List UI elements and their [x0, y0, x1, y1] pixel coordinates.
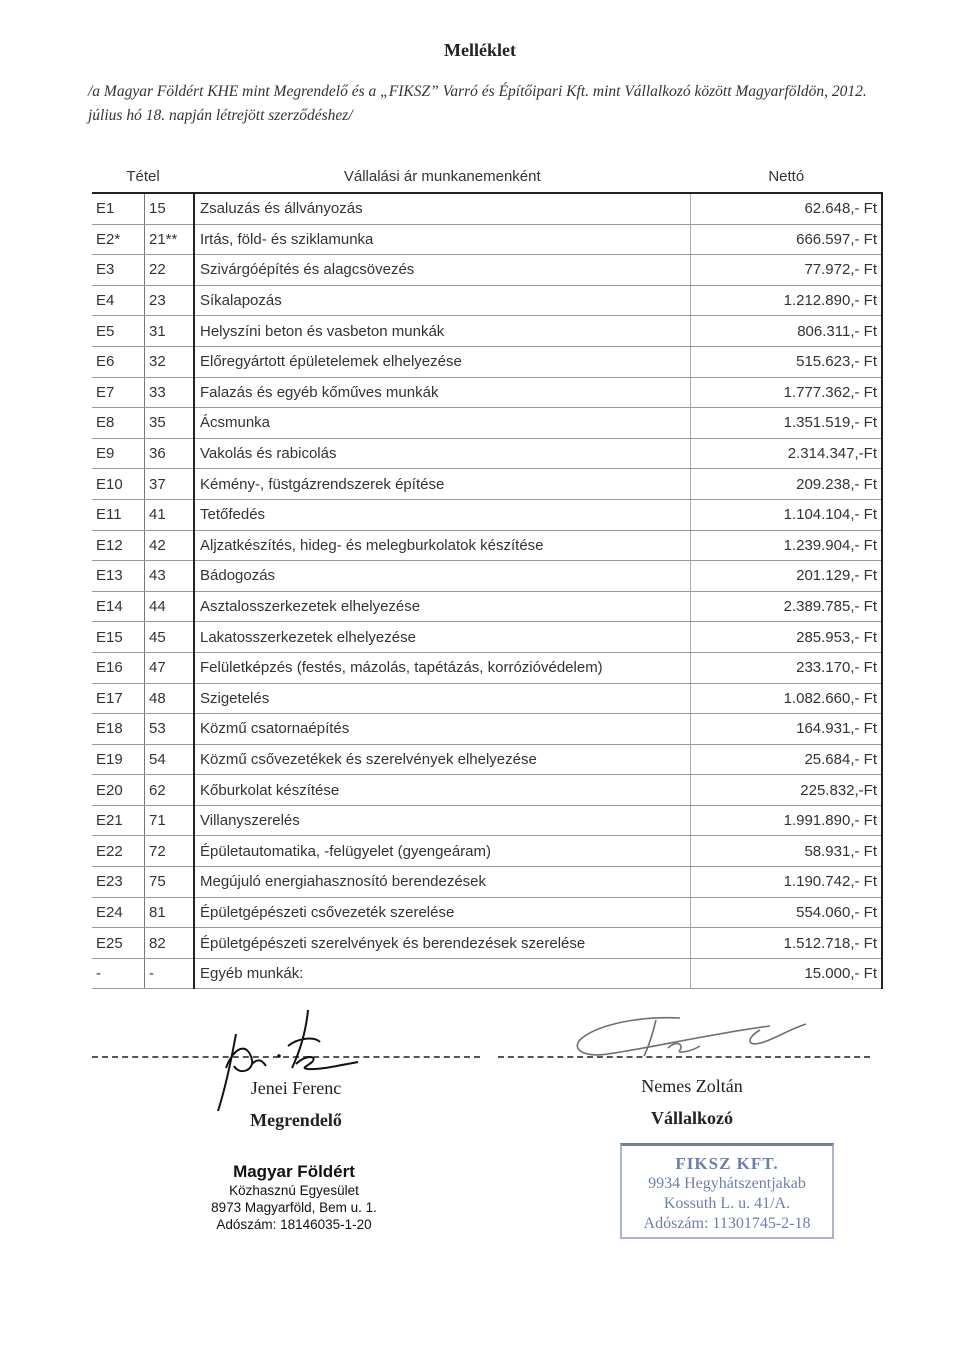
row-amount: 209.238,- Ft: [691, 469, 883, 500]
row-amount: 1.239.904,- Ft: [691, 530, 883, 561]
row-amount: 164.931,- Ft: [691, 714, 883, 745]
row-number: 35: [145, 408, 195, 439]
row-amount: 1.082.660,- Ft: [691, 683, 883, 714]
row-code: E20: [92, 775, 145, 806]
row-number: -: [145, 958, 195, 989]
table-header-row: [92, 160, 882, 193]
table-row: [92, 499, 882, 530]
table-row: [92, 346, 882, 377]
row-code: E24: [92, 897, 145, 928]
row-code: E10: [92, 469, 145, 500]
row-description: Tetőfedés: [194, 499, 691, 530]
row-number: 23: [145, 285, 195, 316]
row-amount: 515.623,- Ft: [691, 346, 883, 377]
row-description: Kémény-, füstgázrendszerek építése: [194, 469, 691, 500]
row-amount: 1.991.890,- Ft: [691, 805, 883, 836]
row-amount: 62.648,- Ft: [691, 193, 883, 224]
row-code: E2*: [92, 224, 145, 255]
signer-right-name: Nemes Zoltán: [641, 1076, 743, 1096]
row-number: 21**: [145, 224, 195, 255]
signature-right-image: [560, 1004, 820, 1074]
row-description: Előregyártott épületelemek elhelyezése: [194, 346, 691, 377]
row-amount: 77.972,- Ft: [691, 255, 883, 286]
table-row: [92, 469, 882, 500]
row-description: Villanyszerelés: [194, 805, 691, 836]
header-netto: Nettó: [691, 160, 883, 193]
stamp-left-org: Magyar Földért: [233, 1162, 355, 1181]
table-body: [92, 193, 882, 989]
document-subtitle: /a Magyar Földért KHE mint Megrendelő és a „FIKSZ” Varró és Építőipari Kft. mint Vállalkozó között Magyarföldön, 2012. július hó 18. napján létrejött szerződéshez/: [88, 83, 867, 124]
table-row: [92, 805, 882, 836]
table-row: [92, 224, 882, 255]
row-description: Szigetelés: [194, 683, 691, 714]
table-row: [92, 836, 882, 867]
stamp-left-line1: Közhasznú Egyesület: [229, 1183, 359, 1198]
stamp-left-line3: Adószám: 18146035-1-20: [216, 1217, 372, 1232]
table-row: [92, 561, 882, 592]
row-amount: 1.351.519,- Ft: [691, 408, 883, 439]
row-description: Közmű csővezetékek és szerelvények elhelyezése: [194, 744, 691, 775]
stamp-megrendelo: [188, 1162, 400, 1233]
table-row: [92, 683, 882, 714]
row-description: Zsaluzás és állványozás: [194, 193, 691, 224]
row-number: 36: [145, 438, 195, 469]
row-code: E19: [92, 744, 145, 775]
row-amount: 1.190.742,- Ft: [691, 867, 883, 898]
row-code: E1: [92, 193, 145, 224]
row-amount: 1.212.890,- Ft: [691, 285, 883, 316]
row-number: 22: [145, 255, 195, 286]
row-number: 48: [145, 683, 195, 714]
row-code: E25: [92, 928, 145, 959]
row-description: Felületképzés (festés, mázolás, tapétázás, korrózióvédelem): [194, 652, 691, 683]
row-number: 53: [145, 714, 195, 745]
row-description: Helyszíni beton és vasbeton munkák: [194, 316, 691, 347]
row-description: Asztalosszerkezetek elhelyezése: [194, 591, 691, 622]
row-amount: 1.512.718,- Ft: [691, 928, 883, 959]
row-code: E18: [92, 714, 145, 745]
table-row: [92, 867, 882, 898]
header-tetel: Tétel: [92, 160, 194, 193]
row-code: E3: [92, 255, 145, 286]
stamp-right-line1: 9934 Hegyhátszentjakab: [648, 1175, 806, 1192]
table-row: [92, 193, 882, 224]
row-number: 72: [145, 836, 195, 867]
row-number: 15: [145, 193, 195, 224]
signer-left-role: Megrendelő: [250, 1110, 342, 1130]
row-code: E6: [92, 346, 145, 377]
row-description: Egyéb munkák:: [194, 958, 691, 989]
table-row: [92, 928, 882, 959]
table-row: [92, 958, 882, 989]
row-code: E23: [92, 867, 145, 898]
row-amount: 25.684,- Ft: [691, 744, 883, 775]
row-description: Épületautomatika, -felügyelet (gyengeáram): [194, 836, 691, 867]
row-amount: 1.777.362,- Ft: [691, 377, 883, 408]
row-description: Aljzatkészítés, hideg- és melegburkolatok készítése: [194, 530, 691, 561]
row-description: Kőburkolat készítése: [194, 775, 691, 806]
row-amount: 666.597,- Ft: [691, 224, 883, 255]
table-row: [92, 438, 882, 469]
header-description: Vállalási ár munkanemenként: [194, 160, 691, 193]
row-description: Szivárgóépítés és alagcsövezés: [194, 255, 691, 286]
table-row: [92, 714, 882, 745]
row-code: E15: [92, 622, 145, 653]
row-description: Megújuló energiahasznosító berendezések: [194, 867, 691, 898]
row-number: 47: [145, 652, 195, 683]
row-number: 71: [145, 805, 195, 836]
row-amount: 225.832,-Ft: [691, 775, 883, 806]
document-title: Melléklet: [444, 40, 516, 60]
row-code: E12: [92, 530, 145, 561]
row-description: Falazás és egyéb kőműves munkák: [194, 377, 691, 408]
row-code: E14: [92, 591, 145, 622]
row-description: Közmű csatornaépítés: [194, 714, 691, 745]
row-code: E22: [92, 836, 145, 867]
table-row: [92, 530, 882, 561]
row-code: E21: [92, 805, 145, 836]
row-number: 54: [145, 744, 195, 775]
row-code: E7: [92, 377, 145, 408]
row-description: Irtás, föld- és sziklamunka: [194, 224, 691, 255]
row-amount: 285.953,- Ft: [691, 622, 883, 653]
row-number: 32: [145, 346, 195, 377]
row-code: E4: [92, 285, 145, 316]
stamp-left-line2: 8973 Magyarföld, Bem u. 1.: [211, 1200, 377, 1215]
row-amount: 58.931,- Ft: [691, 836, 883, 867]
row-description: Lakatosszerkezetek elhelyezése: [194, 622, 691, 653]
table-row: [92, 377, 882, 408]
row-code: E13: [92, 561, 145, 592]
row-number: 62: [145, 775, 195, 806]
table-row: [92, 622, 882, 653]
table-row: [92, 316, 882, 347]
stamp-vallalkozo: [620, 1143, 834, 1239]
row-number: 33: [145, 377, 195, 408]
row-code: E11: [92, 499, 145, 530]
table-row: [92, 652, 882, 683]
row-number: 41: [145, 499, 195, 530]
row-amount: 233.170,- Ft: [691, 652, 883, 683]
row-number: 45: [145, 622, 195, 653]
row-description: Ácsmunka: [194, 408, 691, 439]
row-amount: 2.314.347,-Ft: [691, 438, 883, 469]
table-row: [92, 408, 882, 439]
stamp-right-line3: Adószám: 11301745-2-18: [643, 1215, 811, 1232]
table-row: [92, 255, 882, 286]
signer-left-name: Jenei Ferenc: [250, 1078, 342, 1098]
signer-right-role: Vállalkozó: [650, 1108, 733, 1128]
row-description: Bádogozás: [194, 561, 691, 592]
row-description: Vakolás és rabicolás: [194, 438, 691, 469]
table-row: [92, 775, 882, 806]
row-number: 75: [145, 867, 195, 898]
signature-left-image: [196, 1006, 366, 1116]
row-amount: 1.104.104,- Ft: [691, 499, 883, 530]
row-number: 44: [145, 591, 195, 622]
row-description: Épületgépészeti szerelvények és berendezések szerelése: [194, 928, 691, 959]
row-amount: 15.000,- Ft: [691, 958, 883, 989]
row-description: Síkalapozás: [194, 285, 691, 316]
row-number: 82: [145, 928, 195, 959]
row-amount: 554.060,- Ft: [691, 897, 883, 928]
row-amount: 201.129,- Ft: [691, 561, 883, 592]
price-table: [92, 160, 883, 989]
row-amount: 2.389.785,- Ft: [691, 591, 883, 622]
table-row: [92, 591, 882, 622]
row-description: Épületgépészeti csővezeték szerelése: [194, 897, 691, 928]
row-number: 31: [145, 316, 195, 347]
row-code: E16: [92, 652, 145, 683]
table-row: [92, 744, 882, 775]
table-row: [92, 285, 882, 316]
stamp-right-org: FIKSZ KFT.: [675, 1154, 779, 1173]
row-code: E8: [92, 408, 145, 439]
row-amount: 806.311,- Ft: [691, 316, 883, 347]
stamp-right-line2: Kossuth L. u. 41/A.: [663, 1195, 791, 1212]
row-code: E17: [92, 683, 145, 714]
row-code: -: [92, 958, 145, 989]
row-code: E9: [92, 438, 145, 469]
row-number: 81: [145, 897, 195, 928]
table-row: [92, 897, 882, 928]
row-number: 43: [145, 561, 195, 592]
row-number: 42: [145, 530, 195, 561]
row-number: 37: [145, 469, 195, 500]
row-code: E5: [92, 316, 145, 347]
